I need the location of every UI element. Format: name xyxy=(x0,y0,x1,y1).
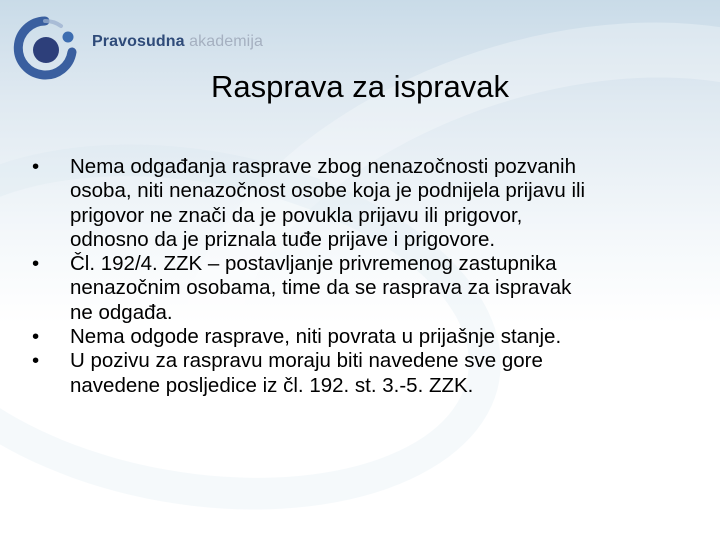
bullet-text-line: prigovor ne znači da je povukla prijavu ili prigovor, xyxy=(70,203,523,227)
bullet-text-line: osoba, niti nenazočnost osobe koja je podnijela prijavu ili xyxy=(70,179,586,203)
bullet-item xyxy=(32,349,672,398)
logo-name-part-2: akademija xyxy=(189,33,263,50)
bullet-text-line: navedene posljedice iz čl. 192. st. 3.-5. ZZK. xyxy=(70,373,474,397)
bullet-text-line: • Čl. 192/4. ZZK – postavljanje privremenog zastupnika xyxy=(70,252,557,276)
bullet-text-line: ne odgađa. xyxy=(70,300,173,324)
bullet-item xyxy=(32,155,672,252)
bullet-text-line: • Nema odgađanja rasprave zbog nenazočnosti pozvanih xyxy=(70,155,577,178)
logo-name-part-1: Pravosudna xyxy=(92,33,185,50)
bullet-text-line: • U pozivu za raspravu moraju biti navedene sve gore xyxy=(70,349,543,373)
slide-title: Rasprava za ispravak xyxy=(210,69,510,104)
bullet-text-line: • Nema odgode rasprave, niti povrata u prijašnje stanje. xyxy=(70,325,562,349)
bullet-list xyxy=(32,155,672,398)
bullet-item xyxy=(32,252,672,325)
bullet-text-line: nenazočnim osobama, time da se rasprava za ispravak xyxy=(70,276,572,300)
logo-text xyxy=(92,33,263,51)
bullet-item xyxy=(32,325,672,349)
bullet-text-line: odnosno da je priznala tuđe prijave i prigovore. xyxy=(70,227,496,251)
